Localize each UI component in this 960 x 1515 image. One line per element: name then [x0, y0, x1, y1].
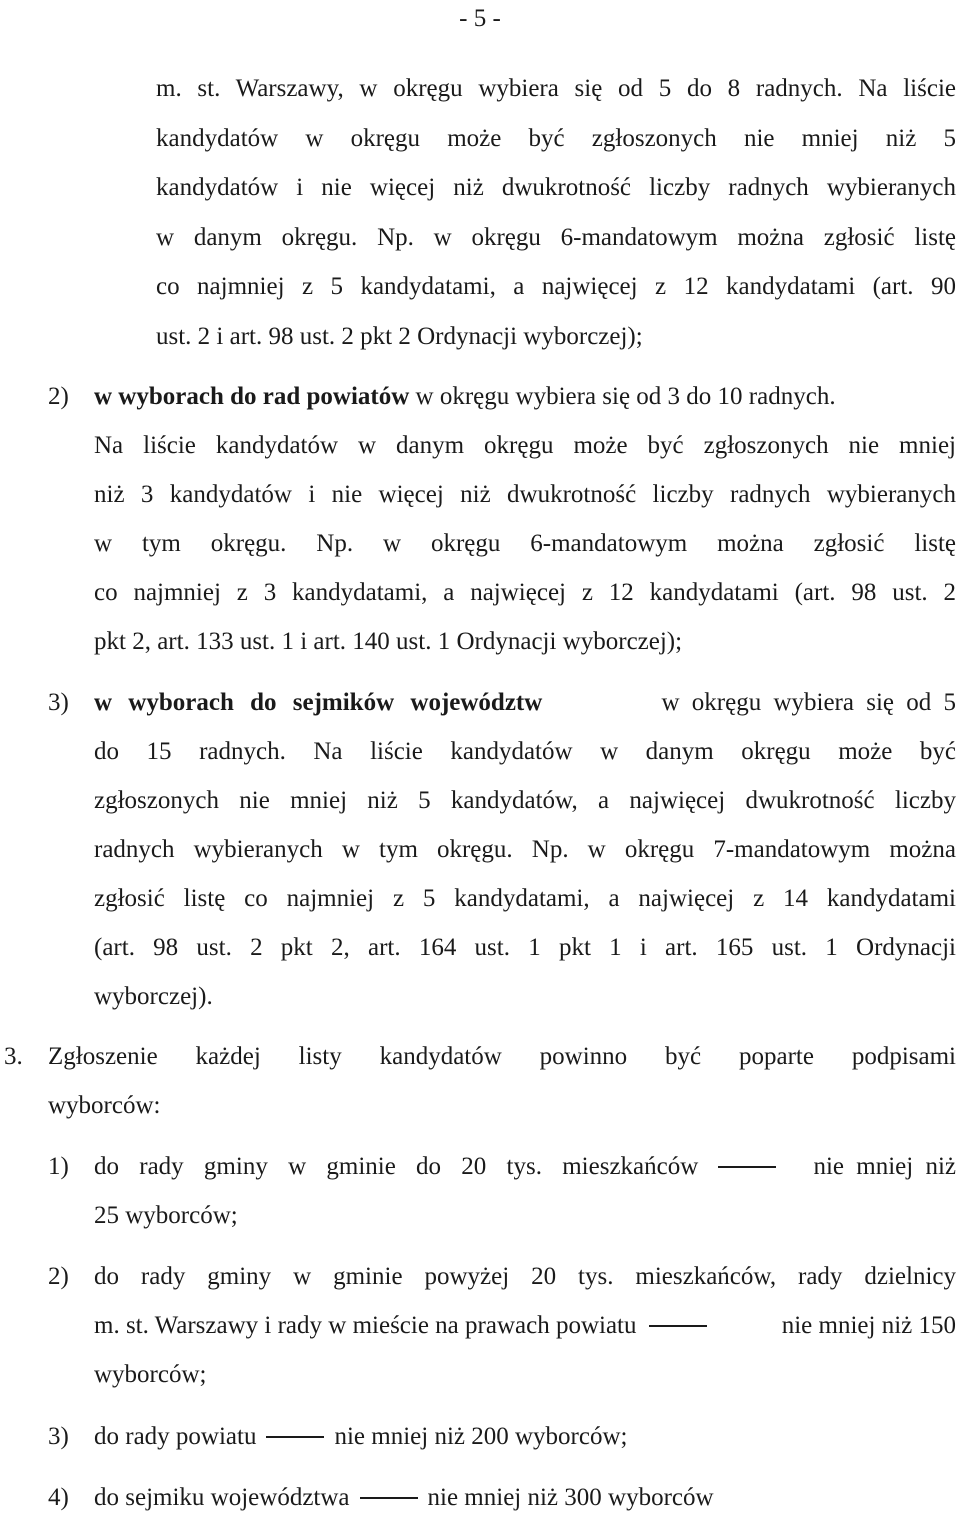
text-line: m. st. Warszawy, w okręgu wybiera się od 5 do 8 radnych. Na liście [156, 75, 956, 102]
bold-heading: w wyborach do rad powiatów [94, 383, 410, 410]
text-span: do rady gminy w gminie do 20 tys. mieszkańców [94, 1153, 699, 1180]
text-line [94, 1150, 956, 1184]
text-line: do 15 radnych. Na liście kandydatów w danym okręgu może być [94, 738, 956, 765]
text-line: zgłoszonych nie mniej niż 5 kandydatów, a najwięcej dwukrotność liczby [94, 787, 956, 814]
bold-heading: w wyborach do sejmików województw [94, 689, 543, 716]
text-line: wyborców; [94, 1361, 207, 1388]
text-line [94, 686, 956, 720]
list-marker: 2) [48, 1263, 69, 1290]
text-line: wyborczej). [94, 983, 213, 1010]
text-span: w okręgu wybiera się od 3 do 10 radnych. [409, 383, 836, 410]
text-span: nie mniej niż [813, 1153, 956, 1180]
text-line: pkt 2, art. 133 ust. 1 i art. 140 ust. 1 Ordynacji wyborczej); [94, 628, 683, 655]
text-line: kandydatów w okręgu może być zgłoszonych nie mniej niż 5 [156, 125, 956, 152]
text-span: nie mniej niż 300 wyborców [427, 1484, 714, 1511]
text-line [94, 1420, 627, 1454]
section-marker: 3. [4, 1043, 23, 1070]
text-line [94, 1481, 714, 1515]
em-dash [718, 1166, 776, 1168]
text-span: nie mniej niż 150 [781, 1312, 956, 1339]
text-line: zgłosić listę co najmniej z 5 kandydatami, a najwięcej z 14 kandydatami [94, 885, 956, 912]
text-line: 25 wyborców; [94, 1202, 238, 1229]
text-line: co najmniej z 3 kandydatami, a najwięcej z 12 kandydatami (art. 98 ust. 2 [94, 579, 956, 606]
text-line: w tym okręgu. Np. w okręgu 6-mandatowym można zgłosić listę [94, 530, 956, 557]
list-marker: 4) [48, 1484, 69, 1511]
em-dash [649, 1325, 707, 1327]
text-span: m. st. Warszawy i rady w mieście na prawach powiatu [94, 1312, 637, 1339]
em-dash [266, 1436, 324, 1438]
text-line: (art. 98 ust. 2 pkt 2, art. 164 ust. 1 pkt 1 i art. 165 ust. 1 Ordynacji [94, 934, 956, 961]
text-line: wyborców: [48, 1092, 161, 1119]
text-span: do rady powiatu [94, 1423, 257, 1450]
text-line: Zgłoszenie każdej listy kandydatów powinno być poparte podpisami [48, 1043, 956, 1070]
list-marker: 1) [48, 1153, 69, 1180]
text-line: niż 3 kandydatów i nie więcej niż dwukrotność liczby radnych wybieranych [94, 481, 956, 508]
text-span: do sejmiku województwa [94, 1484, 350, 1511]
text-span: w okręgu wybiera się od 5 [661, 689, 956, 716]
list-marker: 3) [48, 1423, 69, 1450]
text-line: radnych wybieranych w tym okręgu. Np. w okręgu 7-mandatowym można [94, 836, 956, 863]
text-line: w danym okręgu. Np. w okręgu 6-mandatowym można zgłosić listę [156, 224, 956, 251]
text-line: kandydatów i nie więcej niż dwukrotność liczby radnych wybieranych [156, 174, 956, 201]
text-span: nie mniej niż 200 wyborców; [334, 1423, 628, 1450]
text-line: co najmniej z 5 kandydatami, a najwięcej z 12 kandydatami (art. 90 [156, 273, 956, 300]
page-number: - 5 - [459, 5, 501, 32]
em-dash [360, 1497, 418, 1499]
text-line [94, 380, 956, 414]
text-line: Na liście kandydatów w danym okręgu może być zgłoszonych nie mniej [94, 432, 956, 459]
text-line: ust. 2 i art. 98 ust. 2 pkt 2 Ordynacji wyborczej); [156, 323, 643, 350]
text-line [94, 1309, 956, 1343]
list-marker: 3) [48, 689, 69, 716]
text-line: do rady gminy w gminie powyżej 20 tys. mieszkańców, rady dzielnicy [94, 1263, 956, 1290]
list-marker: 2) [48, 383, 69, 410]
